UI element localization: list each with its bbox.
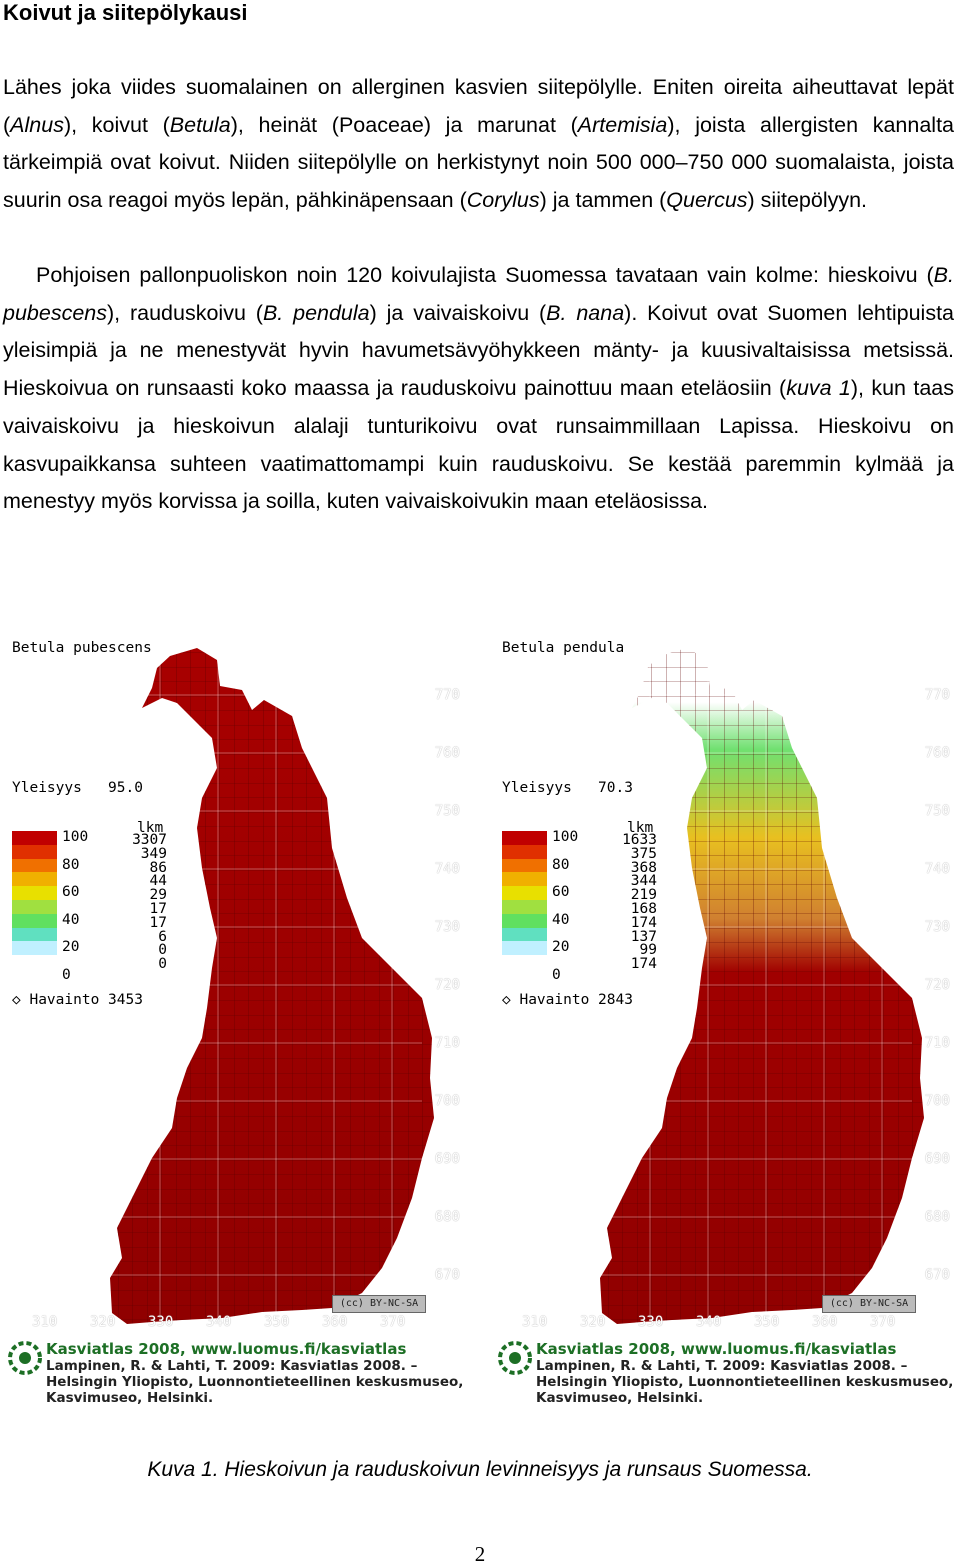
y-tick-label: 760 [924,745,950,761]
x-tick-label: 360 [812,1314,838,1330]
x-tick-label: 330 [638,1314,664,1330]
license-badge: (cc) BY-NC-SA [332,1295,426,1313]
license-badge: (cc) BY-NC-SA [822,1295,916,1313]
y-tick-label: 750 [434,803,460,819]
y-tick-label: 740 [924,861,950,877]
credit-block [46,1340,463,1406]
x-tick-label: 370 [380,1314,406,1330]
y-tick-label: 700 [924,1093,950,1109]
species-name: Betula pubescens [12,640,152,656]
credit-line: Kasvimuseo, Helsinki. [536,1390,704,1406]
distribution-map-pubescens [2,638,466,1414]
y-tick-label: 710 [434,1035,460,1051]
x-tick-label: 310 [32,1314,58,1330]
y-tick-label: 730 [924,919,950,935]
legend-color-bar [502,831,547,969]
credit-title: Kasviatlas 2008, www.luomus.fi/kasviatlas [536,1340,897,1358]
credit-line: Lampinen, R. & Lahti, T. 2009: Kasviatlas 2008. – [46,1358,418,1374]
yleisyys-label: Yleisyys 70.3 [502,780,633,796]
y-tick-label: 680 [924,1209,950,1225]
figure-caption: Kuva 1. Hieskoivun ja rauduskoivun levinneisyys ja runsaus Suomessa. [147,1458,813,1481]
y-tick-label: 670 [924,1267,950,1283]
lkm-label: lkm [137,820,164,836]
legend-counts: 1633 375 368 344 219 168 174 137 99 174 [622,832,657,973]
x-tick-label: 340 [696,1314,722,1330]
x-tick-label: 360 [322,1314,348,1330]
kasviatlas-logo-icon [498,1341,532,1375]
y-tick-label: 670 [434,1267,460,1283]
distribution-map-pendula [492,638,956,1414]
x-tick-label: 350 [754,1314,780,1330]
credit-line: Helsingin Yliopisto, Luonnontieteellinen keskusmuseo, [46,1374,464,1390]
y-tick-label: 680 [434,1209,460,1225]
legend-color-bar [12,831,57,969]
y-tick-label: 720 [434,977,460,993]
y-tick-label: 740 [434,861,460,877]
credit-block [536,1340,953,1406]
credit-line: Lampinen, R. & Lahti, T. 2009: Kasviatlas 2008. – [536,1358,908,1374]
havainto-label: ◇ Havainto 3453 [12,992,143,1008]
x-tick-label: 350 [264,1314,290,1330]
y-tick-label: 710 [924,1035,950,1051]
paragraph-intro: Lähes joka viides suomalainen on allerginen kasvien siitepölylle. Eniten oireita aiheuttavat lepät (Alnus), koivut (Betula), heinät (Poaceae) ja marunat (Artemisia), joista allergisten kannalta tärkeimpiä ovat koivut. Niiden siitepölylle on herkistynyt noin 500 000–750 000 suomalaista, joista suurin osa reagoi myös lepän, pähkinäpensaan (Corylus) ja tammen (Quercus) siitepölyyn. [3,75,955,213]
kasviatlas-logo-icon [8,1341,42,1375]
section-title: Koivut ja siitepölykausi [3,0,248,25]
y-tick-label: 750 [924,803,950,819]
y-tick-label: 690 [924,1151,950,1167]
legend-percentages: 100 80 60 40 20 0 [552,829,579,983]
x-tick-label: 320 [90,1314,116,1330]
x-tick-label: 370 [870,1314,896,1330]
y-tick-label: 690 [434,1151,460,1167]
page-number: 2 [474,1542,486,1566]
x-tick-label: 330 [148,1314,174,1330]
legend-counts: 3307 349 86 44 29 17 17 6 0 0 [132,832,167,973]
x-tick-label: 320 [580,1314,606,1330]
legend-percentages: 100 80 60 40 20 0 [62,829,89,983]
yleisyys-label: Yleisyys 95.0 [12,780,143,796]
y-tick-label: 760 [434,745,460,761]
credit-line: Kasvimuseo, Helsinki. [46,1390,214,1406]
y-tick-label: 700 [434,1093,460,1109]
y-tick-label: 770 [434,687,460,703]
x-tick-label: 340 [206,1314,232,1330]
credit-line: Helsingin Yliopisto, Luonnontieteellinen keskusmuseo, [536,1374,954,1390]
paragraph-species: Pohjoisen pallonpuoliskon noin 120 koivulajista Suomessa tavataan vain kolme: hieskoivu (B. pubescens), rauduskoivu (B. pendula) ja vaivaiskoivu (B. nana). Koivut ovat Suomen lehtipuista yleisimpiä ja ne menestyvät hyvin havumetsävyöhykkeen mänty- ja kuusivaltaisissa metsissä. Hieskoivua on runsaasti koko maassa ja rauduskoivu painottuu maan eteläosiin (kuva 1), kun taas vaivaiskoivu ja hieskoivun alalaji tunturikoivu ovat runsaimmillaan Lapissa. Hieskoivu on kasvupaikkansa suhteen vaatimattomampi kuin rauduskoivu. Se kestää paremmin kylmää ja menestyy myös korvissa ja soilla, kuten vaivaiskoivukin maan eteläosissa. [3,263,955,514]
x-tick-label: 310 [522,1314,548,1330]
havainto-label: ◇ Havainto 2843 [502,992,633,1008]
credit-title: Kasviatlas 2008, www.luomus.fi/kasviatlas [46,1340,407,1358]
species-name: Betula pendula [502,640,625,656]
lkm-label: lkm [627,820,654,836]
y-tick-label: 770 [924,687,950,703]
y-tick-label: 730 [434,919,460,935]
y-tick-label: 720 [924,977,950,993]
